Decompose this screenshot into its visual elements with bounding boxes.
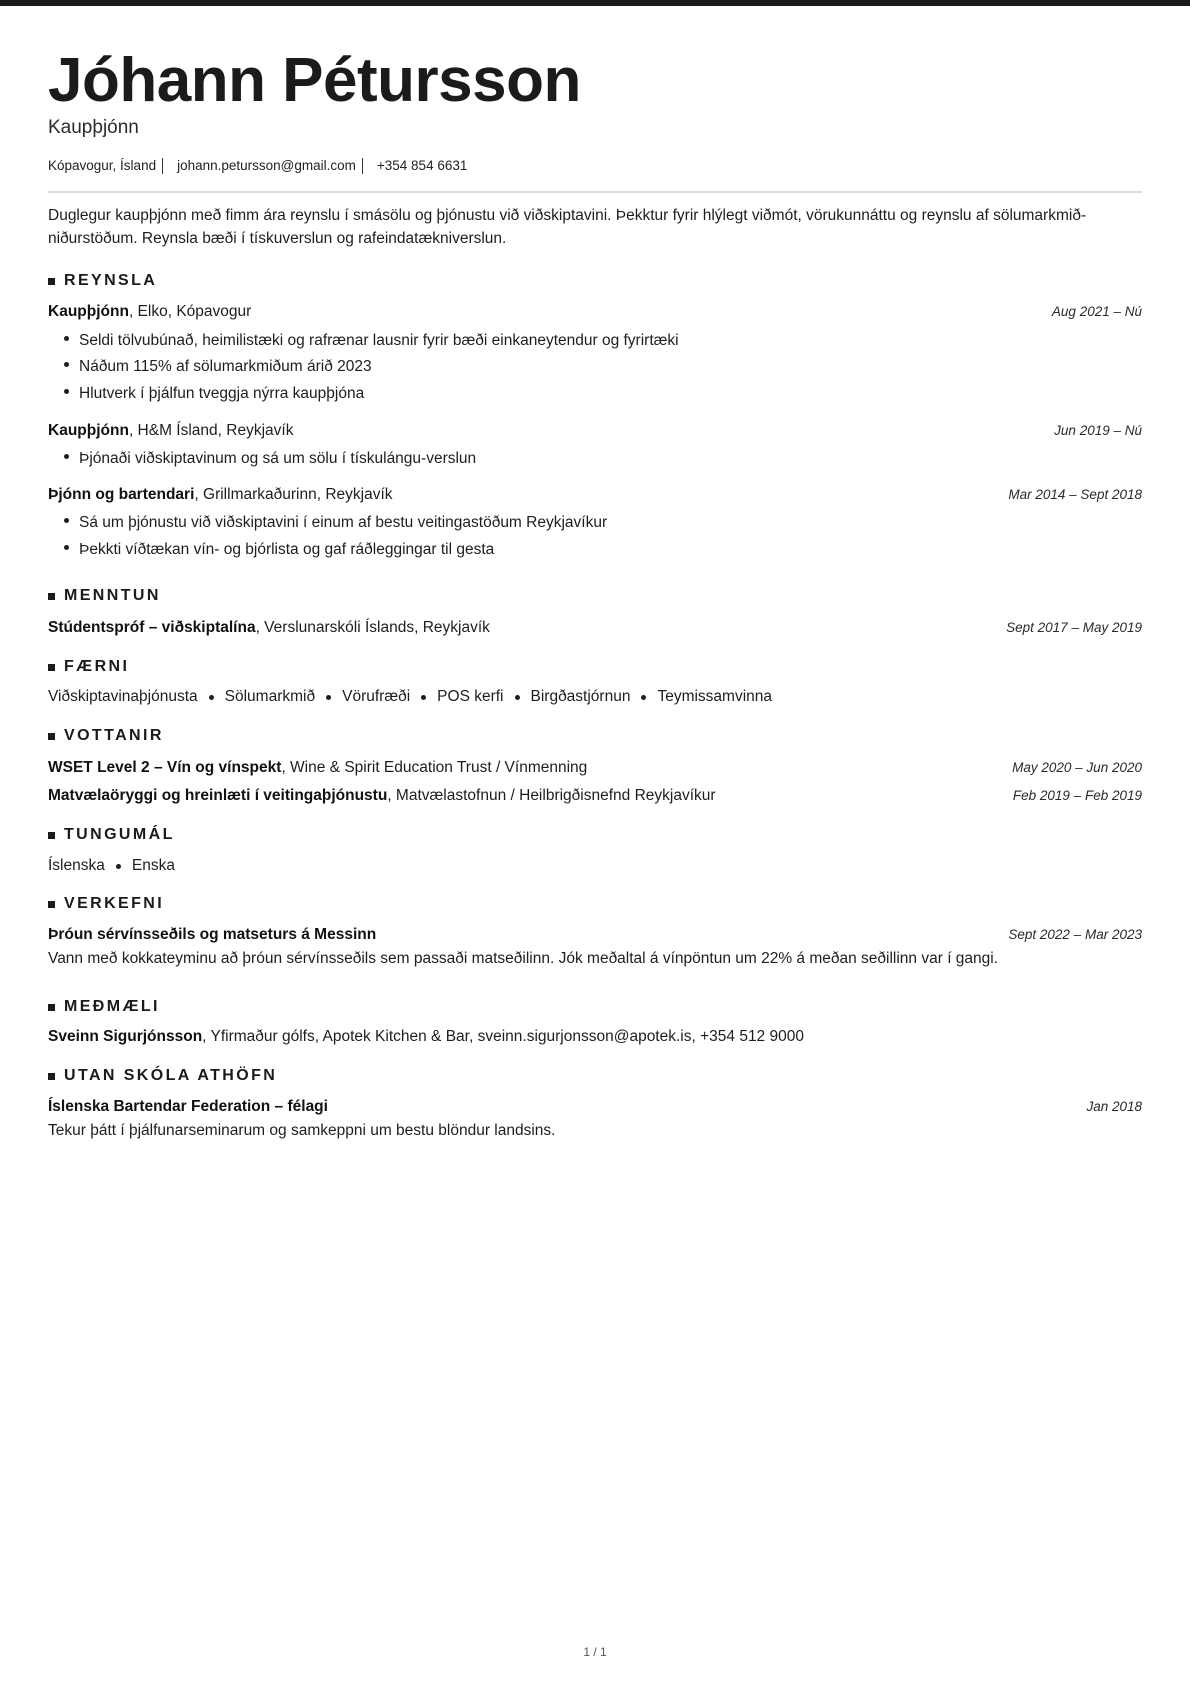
page-indicator: 1 / 1 bbox=[583, 1645, 607, 1659]
reference-details: , Yfirmaður gólfs, Apotek Kitchen & Bar, sveinn.sigurjonsson@apotek.is, +354 512 9000 bbox=[202, 1028, 804, 1045]
job-org: , Grillmarkaðurinn, Reykjavík bbox=[194, 486, 393, 503]
job-org: , Elko, Kópavogur bbox=[128, 303, 252, 320]
skills-list bbox=[48, 686, 1142, 708]
certification-name: Matvælaöryggi og hreinlæti í veitingaþjónustu bbox=[48, 787, 388, 804]
languages-list bbox=[48, 855, 1142, 877]
activity-description: Tekur þátt í þjálfunarseminarum og samkeppni um bestu blöndur landsins. bbox=[48, 1122, 556, 1139]
skill-item: Sölumarkmið bbox=[224, 688, 316, 705]
language-item: Íslenska bbox=[48, 857, 105, 874]
skill-item: Vörufræði bbox=[342, 688, 411, 705]
square-bullet-icon bbox=[48, 1073, 55, 1080]
reference-entry bbox=[48, 1026, 1142, 1048]
square-bullet-icon bbox=[48, 593, 55, 600]
separator-dot-icon bbox=[116, 864, 121, 869]
skill-item: Teymissamvinna bbox=[657, 688, 773, 705]
square-bullet-icon bbox=[48, 278, 55, 285]
job-bullet: Náðum 115% af sölumarkmiðum árið 2023 bbox=[64, 356, 372, 378]
activity-name: Íslenska Bartendar Federation – félagi bbox=[48, 1098, 328, 1115]
separator-dot-icon bbox=[209, 695, 214, 700]
education-dates: Sept 2017 – May 2019 bbox=[1006, 620, 1142, 635]
experience-entry bbox=[48, 420, 1142, 442]
bullet-dot-icon bbox=[64, 454, 69, 459]
job-dates: Jun 2019 – Nú bbox=[1054, 423, 1142, 438]
job-dates: Aug 2021 – Nú bbox=[1051, 304, 1142, 319]
contact-email[interactable]: johann.petursson@gmail.com bbox=[177, 158, 356, 173]
job-bullet: Hlutverk í þjálfun tveggja nýrra kaupþjóna bbox=[64, 383, 364, 405]
project-entry bbox=[48, 924, 1142, 946]
job-bullet: Sá um þjónustu við viðskiptavini í einum af bestu veitingastöðum Reykjavíkur bbox=[64, 512, 607, 534]
extracurricular-entry bbox=[48, 1096, 1142, 1118]
certification-dates: Feb 2019 – Feb 2019 bbox=[1012, 788, 1142, 803]
contact-location: Kópavogur, Ísland bbox=[48, 158, 157, 173]
section-heading-projects: VERKEFNI bbox=[48, 894, 164, 914]
activity-dates: Jan 2018 bbox=[1086, 1099, 1142, 1114]
section-heading-experience: REYNSLA bbox=[48, 271, 157, 291]
section-heading-education: MENNTUN bbox=[48, 586, 161, 606]
bullet-dot-icon bbox=[64, 518, 69, 523]
top-accent-bar bbox=[0, 0, 1190, 6]
profile-summary: Duglegur kaupþjónn með fimm ára reynslu í smásölu og þjónustu við viðskiptavini. Þekktur fyrir hlýlegt viðmót, vörukunnáttu og reynslu af sölumarkmið-niðurstöðum. Reynsla bæði í tískuverslun og rafeindatækniverslun. bbox=[48, 207, 1087, 247]
school: , Verslunarskóli Íslands, Reykjavík bbox=[255, 619, 490, 636]
job-bullet: Seldi tölvubúnað, heimilistæki og rafrænar lausnir fyrir bæði einkaneytendur og fyrirtæki bbox=[64, 330, 679, 352]
education-entry bbox=[48, 617, 1142, 639]
separator-dot-icon bbox=[515, 695, 520, 700]
certification-issuer: , Matvælastofnun / Heilbrigðisnefnd Reykjavíkur bbox=[387, 787, 716, 804]
skill-item: Birgðastjórnun bbox=[530, 688, 631, 705]
certification-name: WSET Level 2 – Vín og vínspekt bbox=[48, 759, 282, 776]
experience-entry bbox=[48, 484, 1142, 506]
separator-dot-icon bbox=[421, 695, 426, 700]
section-heading-extracurricular: UTAN SKÓLA ATHÖFN bbox=[48, 1066, 277, 1086]
project-dates: Sept 2022 – Mar 2023 bbox=[1008, 927, 1142, 942]
contact-separator bbox=[362, 158, 363, 174]
square-bullet-icon bbox=[48, 1004, 55, 1011]
section-heading-languages: TUNGUMÁL bbox=[48, 825, 175, 845]
bullet-dot-icon bbox=[64, 336, 69, 341]
skill-item: Viðskiptavinaþjónusta bbox=[48, 688, 198, 705]
job-dates: Mar 2014 – Sept 2018 bbox=[1008, 487, 1142, 502]
job-bullet: Þjónaði viðskiptavinum og sá um sölu í tískulángu-verslun bbox=[64, 448, 476, 470]
project-description: Vann með kokkateyminu að þróun sérvínsseðils sem passaði matseðilinn. Jók meðaltal á vínpöntun um 22% á meðan seðillinn var í gangi. bbox=[48, 950, 999, 967]
separator-dot-icon bbox=[641, 695, 646, 700]
experience-entry bbox=[48, 301, 1142, 323]
job-role: Kaupþjónn bbox=[48, 422, 129, 439]
header-divider bbox=[48, 191, 1142, 193]
candidate-name: Jóhann Pétursson bbox=[48, 46, 581, 115]
contact-separator bbox=[162, 158, 163, 174]
reference-name: Sveinn Sigurjónsson bbox=[48, 1028, 203, 1045]
separator-dot-icon bbox=[326, 695, 331, 700]
bullet-dot-icon bbox=[64, 362, 69, 367]
section-heading-skills: FÆRNI bbox=[48, 657, 129, 677]
job-role: Þjónn og bartendari bbox=[48, 486, 195, 503]
job-org: , H&M Ísland, Reykjavík bbox=[128, 422, 294, 439]
certification-entry bbox=[48, 757, 1142, 779]
section-heading-certifications: VOTTANIR bbox=[48, 726, 164, 746]
square-bullet-icon bbox=[48, 733, 55, 740]
section-heading-references: MEÐMÆLI bbox=[48, 997, 160, 1017]
certification-issuer: , Wine & Spirit Education Trust / Vínmenning bbox=[281, 759, 588, 776]
bullet-dot-icon bbox=[64, 545, 69, 550]
language-item: Enska bbox=[131, 857, 175, 874]
contact-line bbox=[48, 157, 467, 175]
job-title: Kaupþjónn bbox=[48, 117, 139, 138]
certification-entry bbox=[48, 785, 1142, 807]
job-role: Kaupþjónn bbox=[48, 303, 129, 320]
square-bullet-icon bbox=[48, 832, 55, 839]
contact-phone[interactable]: +354 854 6631 bbox=[376, 158, 468, 173]
square-bullet-icon bbox=[48, 664, 55, 671]
job-bullet: Þekkti víðtækan vín- og bjórlista og gaf ráðleggingar til gesta bbox=[64, 539, 494, 561]
degree: Stúdentspróf – viðskiptalína bbox=[48, 619, 256, 636]
certification-dates: May 2020 – Jun 2020 bbox=[1012, 760, 1142, 775]
skill-item: POS kerfi bbox=[437, 688, 504, 705]
project-name: Þróun sérvínsseðils og matseturs á Messinn bbox=[48, 926, 377, 943]
square-bullet-icon bbox=[48, 901, 55, 908]
bullet-dot-icon bbox=[64, 389, 69, 394]
